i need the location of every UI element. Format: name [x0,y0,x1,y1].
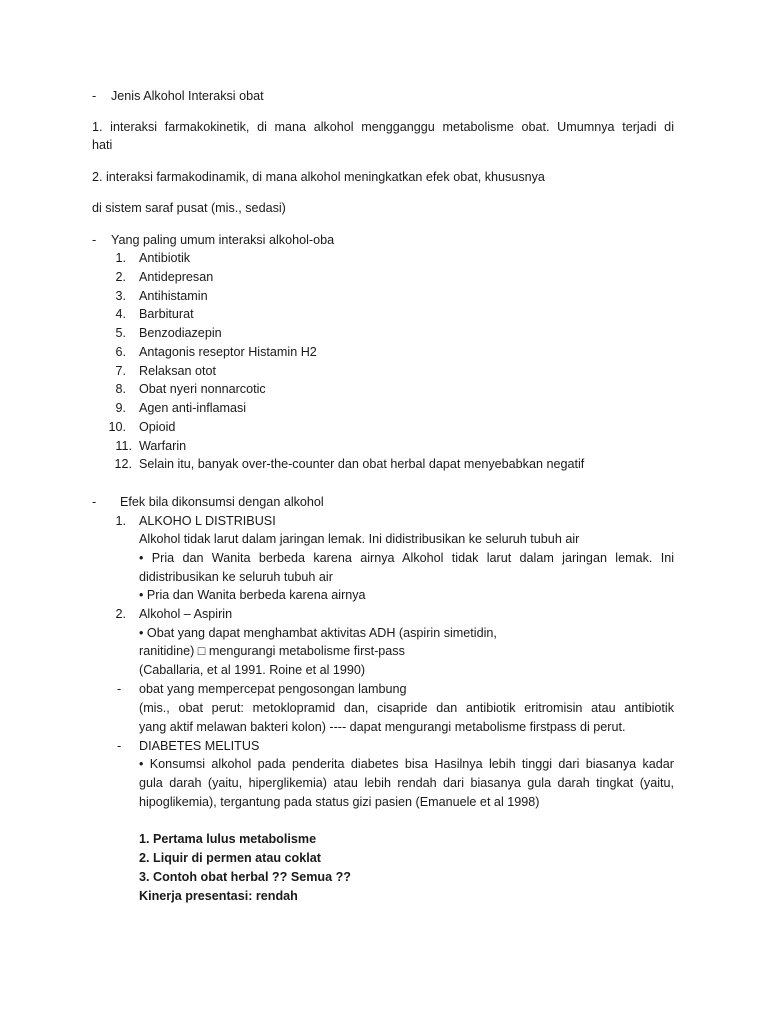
list-item: Warfarin [139,439,187,453]
subsection-title: Alkohol – Aspirin [139,607,233,621]
list-item: Antihistamin [139,289,208,303]
list-item: Agen anti-inflamasi [139,401,247,415]
list-item: Antidepresan [139,270,214,284]
bullet-dash: - [92,495,97,509]
list-item: Benzodiazepin [139,326,222,340]
list-item: Relaksan otot [139,364,217,378]
paragraph-line: 1. interaksi farmakokinetik, di mana alkohol mengganggu metabolisme obat. Umumnya terjadi di [92,120,674,134]
paragraph-line: • Obat yang dapat menghambat aktivitas ADH (aspirin simetidin, [139,626,497,640]
bullet-dash: - [117,682,122,696]
list-number: 3. [115,289,126,303]
list-item: Obat nyeri nonnarcotic [139,382,266,396]
list-number: 5. [115,326,126,340]
bullet-dash: - [117,739,122,753]
list-number: 1. [115,251,126,265]
list-number: 10. [108,420,126,434]
list-number: 6. [115,345,126,359]
bullet-dash: - [92,233,97,247]
paragraph-line: (mis., obat perut: metoklopramid dan, cisapride dan antibiotik eritromisin atau antibiotik [139,701,674,715]
summary-line: 1. Pertama lulus metabolisme [139,832,317,846]
paragraph-line: (Caballaria, et al 1991. Roine et al 1990) [139,663,366,677]
summary-line: Kinerja presentasi: rendah [139,889,298,903]
paragraph-line: • Pria dan Wanita berbeda karena airnya [139,588,366,602]
section-heading: Yang paling umum interaksi alkohol-oba [111,233,335,247]
list-item: Opioid [139,420,176,434]
list-item: Barbiturat [139,307,194,321]
subsection-title: ALKOHO L DISTRIBUSI [139,514,276,528]
paragraph-line: didistribusikan ke seluruh tubuh air [139,570,333,584]
section-heading: Jenis Alkohol Interaksi obat [111,89,264,103]
paragraph-line: • Konsumsi alkohol pada penderita diabetes bisa Hasilnya lebih tinggi dari biasanya kadar [139,757,674,771]
list-number: 2. [115,270,126,284]
list-number: 7. [115,364,126,378]
list-item: Antagonis reseptor Histamin H2 [139,345,317,359]
list-item: Selain itu, banyak over-the-counter dan obat herbal dapat menyebabkan negatif [139,457,585,471]
subsection-title: obat yang mempercepat pengosongan lambung [139,682,407,696]
subsection-title: DIABETES MELITUS [139,739,260,753]
list-number: 9. [115,401,126,415]
paragraph-line: • Pria dan Wanita berbeda karena airnya Alkohol tidak larut dalam jaringan lemak. Ini [139,551,674,565]
paragraph-line: ranitidine) □ mengurangi metabolisme first-pass [139,644,405,658]
list-number: 1. [115,514,126,528]
list-item: Antibiotik [139,251,191,265]
paragraph-line: hati [92,138,113,152]
list-number: 12. [114,457,132,471]
summary-line: 2. Liquir di permen atau coklat [139,851,321,865]
paragraph-line: hipoglikemia), tergantung pada status gizi pasien (Emanuele et al 1998) [139,795,540,809]
paragraph-line: di sistem saraf pusat (mis., sedasi) [92,201,286,215]
paragraph-line: yang aktif melawan bakteri kolon) ---- dapat mengurangi metabolisme firstpass di perut. [139,720,626,734]
list-number: 11. [115,439,132,453]
section-heading: Efek bila dikonsumsi dengan alkohol [120,495,324,509]
paragraph-line: 2. interaksi farmakodinamik, di mana alkohol meningkatkan efek obat, khususnya [92,170,545,184]
list-number: 2. [115,607,126,621]
summary-line: 3. Contoh obat herbal ?? Semua ?? [139,870,352,884]
paragraph-line: gula darah (yaitu, hiperglikemia) atau lebih rendah dari biasanya gula darah tingkat (yaitu, [139,776,674,790]
list-number: 4. [115,307,126,321]
bullet-dash: - [92,89,97,103]
list-number: 8. [115,382,126,396]
paragraph-line: Alkohol tidak larut dalam jaringan lemak. Ini didistribusikan ke seluruh tubuh air [139,532,580,546]
